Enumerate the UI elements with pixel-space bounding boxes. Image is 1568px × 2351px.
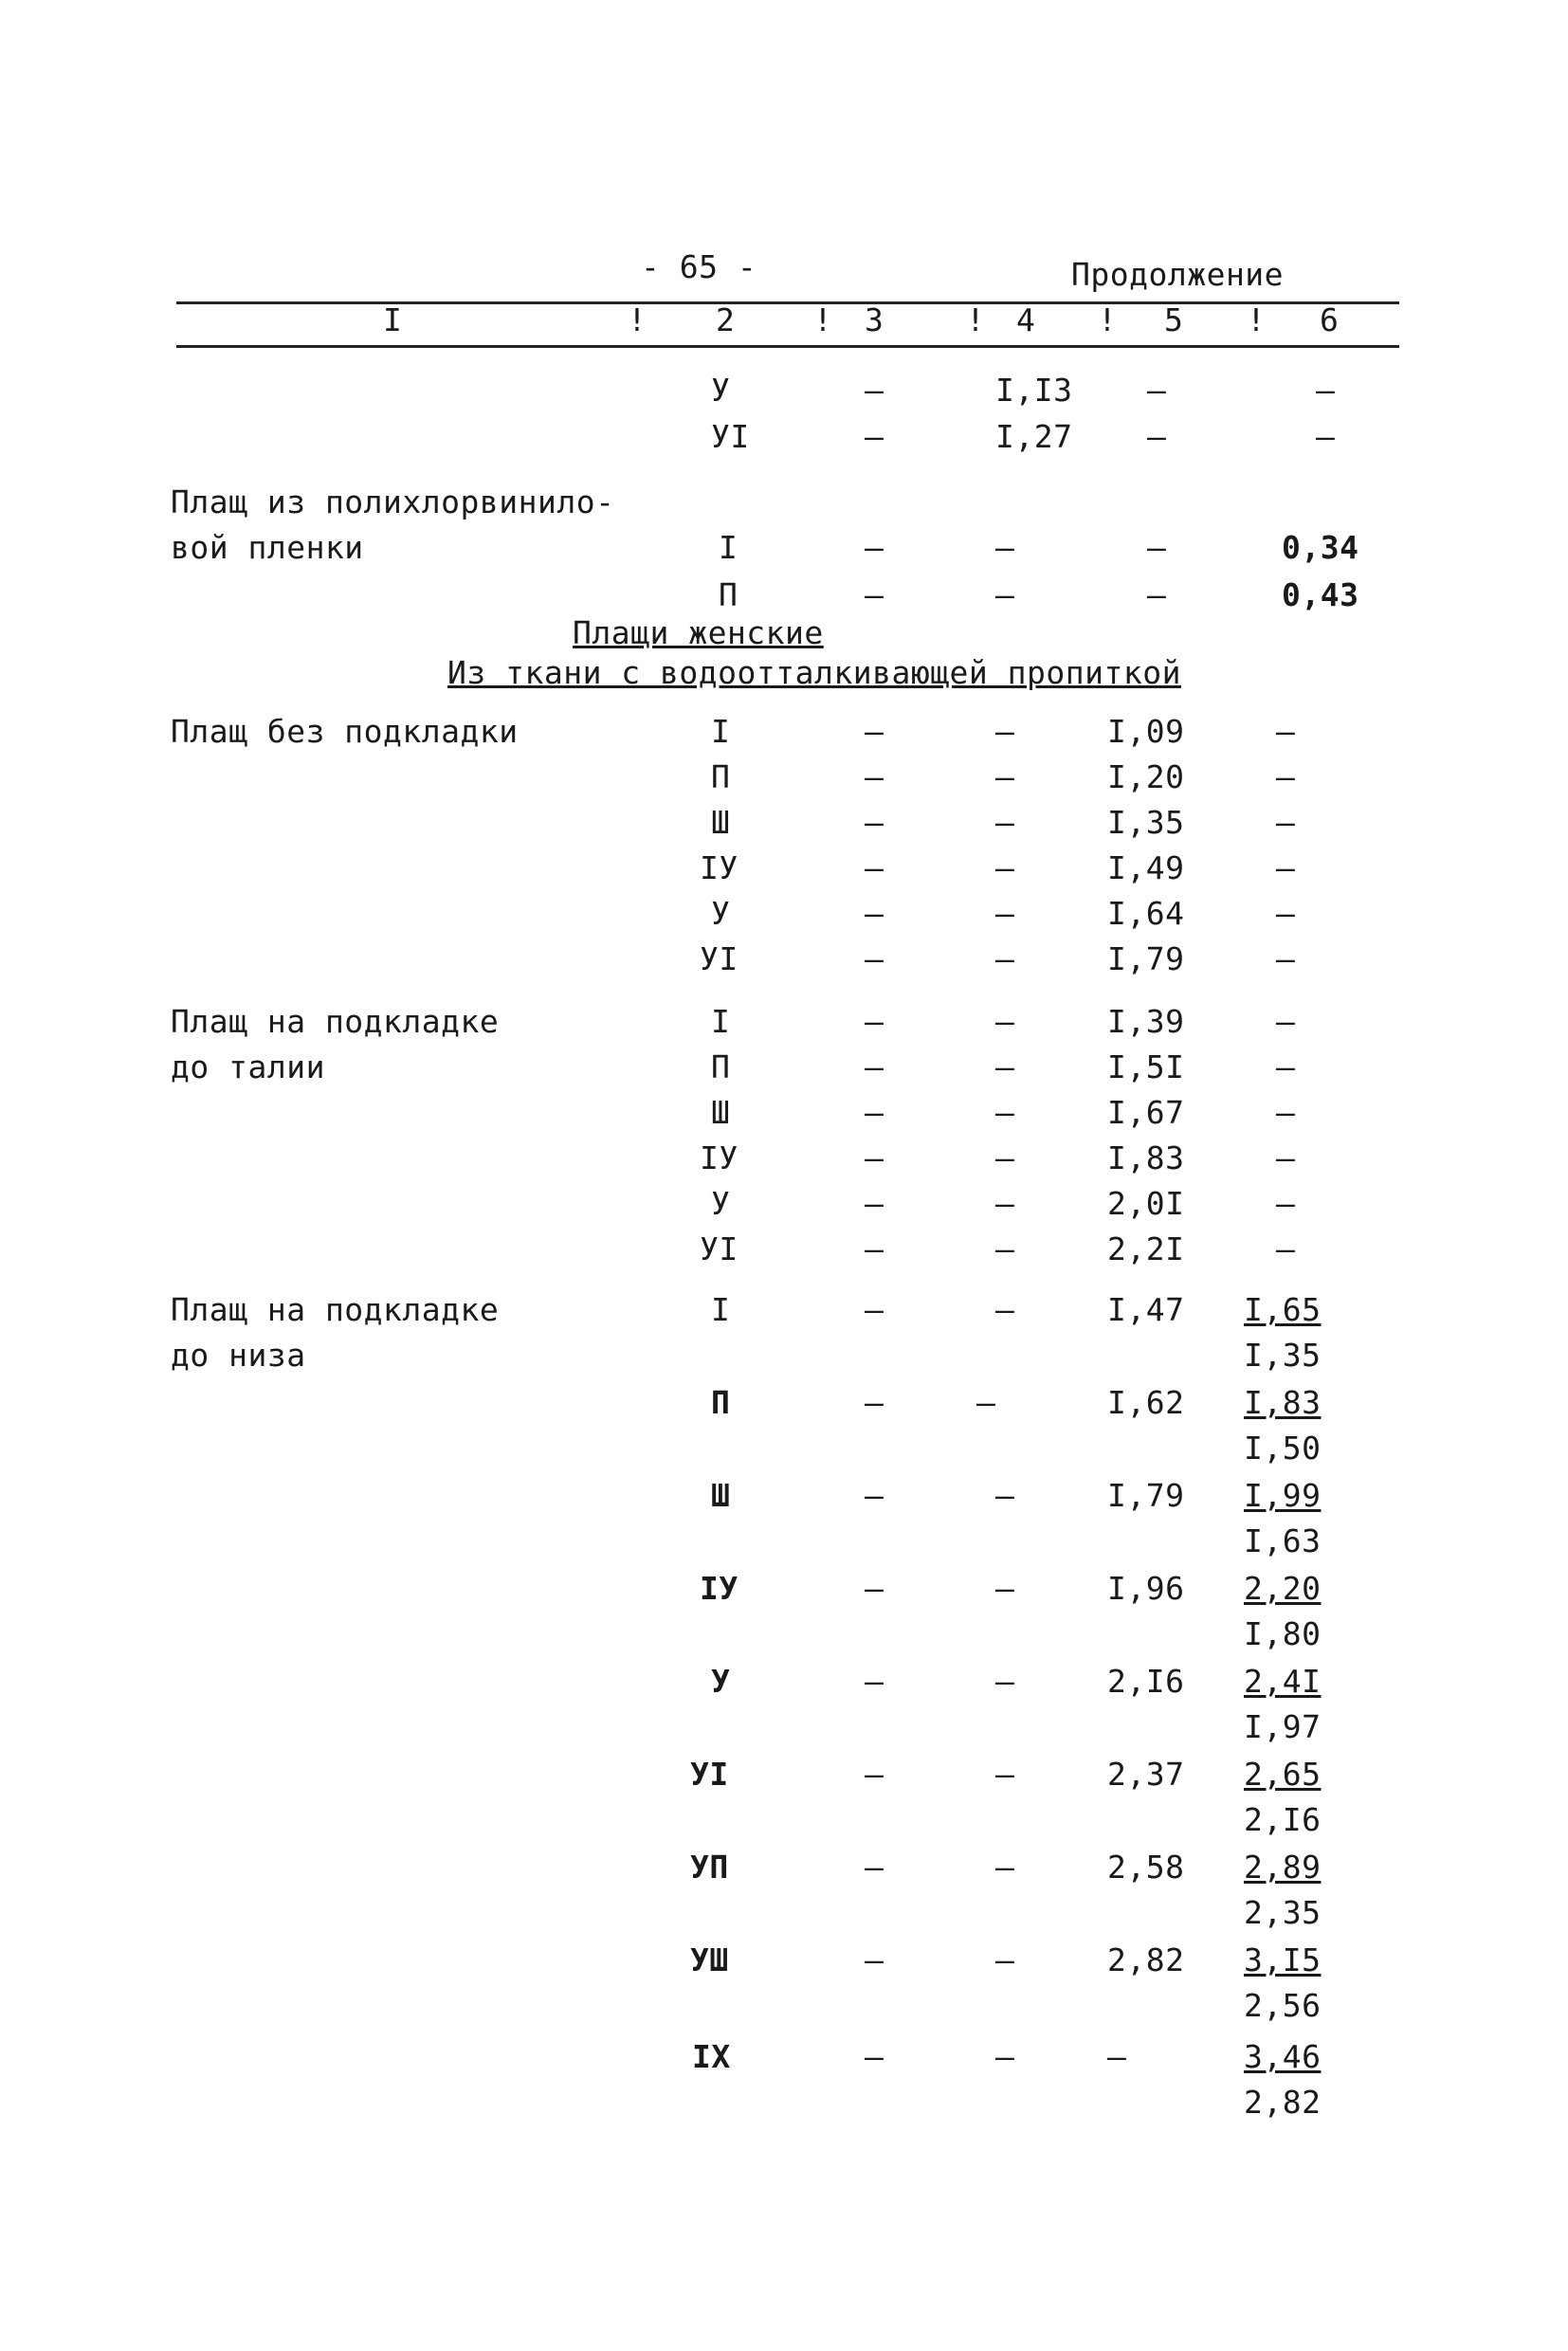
col4-cell: – <box>995 758 1015 795</box>
col3-cell: – <box>865 895 884 932</box>
col6-value-bottom: I,50 <box>1244 1430 1322 1467</box>
col6-cell: – <box>1276 713 1296 750</box>
col6-cell: – <box>1276 1230 1296 1267</box>
col3-cell: – <box>865 418 884 455</box>
item-label: до талии <box>171 1048 325 1085</box>
col6-value-top: I,65 <box>1244 1291 1322 1328</box>
col5-cell: – <box>1147 418 1167 455</box>
header-sep: ! <box>628 301 647 338</box>
size-cell: УП <box>690 1849 729 1886</box>
col3-cell: – <box>865 576 884 613</box>
col6-value-bottom: I,97 <box>1244 1708 1322 1745</box>
col3-cell: – <box>865 1139 884 1176</box>
col6-value-top: 3,I5 <box>1244 1941 1322 1978</box>
col4-cell: I,I3 <box>995 372 1073 409</box>
header-col-1: I <box>383 301 403 338</box>
header-col-2: 2 <box>716 301 736 338</box>
col6-value-bottom: I,35 <box>1244 1337 1322 1374</box>
item-label: до низа <box>171 1337 306 1374</box>
continuation-label: Продолжение <box>1071 256 1285 293</box>
size-cell: У <box>711 372 731 409</box>
col6-cell: – <box>1276 1048 1296 1085</box>
section-subtitle: Из ткани с водоотталкивающей пропиткой <box>447 654 1181 691</box>
section-title: Плащи женские <box>573 614 824 651</box>
col6-cell: – <box>1276 1139 1296 1176</box>
col3-cell: – <box>865 2038 884 2075</box>
col5-cell: I,64 <box>1107 895 1185 932</box>
col4-cell: – <box>995 2038 1015 2075</box>
col5-cell: I,49 <box>1107 849 1185 886</box>
col4-cell: – <box>995 940 1015 977</box>
col4-cell: – <box>995 1185 1015 1222</box>
size-cell: Ш <box>711 1094 731 1131</box>
col6-cell: – <box>1276 940 1296 977</box>
col3-cell: – <box>865 1291 884 1328</box>
size-cell: УШ <box>690 1941 729 1978</box>
col5-cell: I,79 <box>1107 1477 1185 1514</box>
col4-cell: – <box>995 849 1015 886</box>
col5-cell: I,20 <box>1107 758 1185 795</box>
size-cell: I <box>711 1003 731 1040</box>
col6-cell: – <box>1316 372 1336 409</box>
col4-cell: – <box>995 1477 1015 1514</box>
col5-cell: 2,I6 <box>1107 1663 1185 1700</box>
page-number: - 65 - <box>641 248 757 285</box>
col5-cell: I,47 <box>1107 1291 1185 1328</box>
col4-cell: – <box>995 895 1015 932</box>
col4-cell: – <box>995 804 1015 841</box>
header-sep: ! <box>813 301 833 338</box>
col5-cell: – <box>1147 576 1167 613</box>
size-cell: УI <box>690 1756 729 1793</box>
size-cell: У <box>711 1663 731 1700</box>
col5-cell: 2,0I <box>1107 1185 1185 1222</box>
size-cell: IУ <box>700 849 738 886</box>
header-top-rule <box>176 301 1399 304</box>
col4-cell: – <box>995 713 1015 750</box>
size-cell: IX <box>692 2038 731 2075</box>
col5-cell: I,62 <box>1107 1384 1185 1421</box>
size-cell: У <box>711 1185 731 1222</box>
item-label: Плащ на подкладке <box>171 1003 500 1040</box>
col4-cell: – <box>995 1849 1015 1886</box>
col3-cell: – <box>865 713 884 750</box>
col3-cell: – <box>865 849 884 886</box>
col3-cell: – <box>865 372 884 409</box>
size-cell: УI <box>700 940 738 977</box>
col6-cell: – <box>1276 804 1296 841</box>
col5-cell: – <box>1147 372 1167 409</box>
col3-cell: – <box>865 529 884 566</box>
col6-value-bottom: 2,56 <box>1244 1987 1322 2024</box>
size-cell: Ш <box>711 1477 731 1514</box>
size-cell: П <box>711 758 731 795</box>
col4-cell: – <box>995 576 1015 613</box>
size-cell: П <box>711 1384 731 1421</box>
col4-cell: – <box>995 1291 1015 1328</box>
col6-value-bottom: I,80 <box>1244 1615 1322 1652</box>
col6-cell: – <box>1276 1185 1296 1222</box>
header-sep: ! <box>1098 301 1118 338</box>
col5-cell: I,96 <box>1107 1570 1185 1607</box>
col6-cell: – <box>1276 1094 1296 1131</box>
col3-cell: – <box>865 758 884 795</box>
item-label: Плащ из полихлорвинило- <box>171 483 615 520</box>
col3-cell: – <box>865 1185 884 1222</box>
col5-cell: 2,2I <box>1107 1230 1185 1267</box>
size-cell: I <box>711 1291 731 1328</box>
col3-cell: – <box>865 1230 884 1267</box>
col6-value-bottom: 2,I6 <box>1244 1801 1322 1838</box>
col3-cell: – <box>865 1941 884 1978</box>
header-col-4: 4 <box>1016 301 1036 338</box>
size-cell: УI <box>711 418 750 455</box>
col6-value-bottom: 2,35 <box>1244 1894 1322 1931</box>
col4-cell: – <box>995 1003 1015 1040</box>
col3-cell: – <box>865 1849 884 1886</box>
col5-cell: I,79 <box>1107 940 1185 977</box>
size-cell: УI <box>700 1230 738 1267</box>
col4-cell: – <box>995 1663 1015 1700</box>
col4-cell: — <box>976 1384 996 1421</box>
col4-cell: – <box>995 1048 1015 1085</box>
col3-cell: – <box>865 1048 884 1085</box>
col6-cell: 0,43 <box>1282 576 1359 613</box>
item-label: вой пленки <box>171 529 364 566</box>
col6-cell: – <box>1276 849 1296 886</box>
col6-cell: – <box>1316 418 1336 455</box>
col3-cell: – <box>865 804 884 841</box>
col4-cell: – <box>995 1756 1015 1793</box>
col6-cell: – <box>1276 758 1296 795</box>
item-label: Плащ без подкладки <box>171 713 519 750</box>
col4-cell: – <box>995 1139 1015 1176</box>
col6-cell: 0,34 <box>1282 529 1359 566</box>
size-cell: I <box>719 529 738 566</box>
size-cell: I <box>711 713 731 750</box>
col5-cell: – <box>1107 2038 1127 2075</box>
size-cell: П <box>719 576 738 613</box>
col3-cell: – <box>865 1756 884 1793</box>
col3-cell: – <box>865 1477 884 1514</box>
size-cell: У <box>711 895 731 932</box>
col6-cell: – <box>1276 1003 1296 1040</box>
size-cell: Ш <box>711 804 731 841</box>
col5-cell: I,35 <box>1107 804 1185 841</box>
col5-cell: I,67 <box>1107 1094 1185 1131</box>
col6-cell: – <box>1276 895 1296 932</box>
col5-cell: 2,82 <box>1107 1941 1185 1978</box>
size-cell: IУ <box>700 1139 738 1176</box>
col4-cell: – <box>995 1230 1015 1267</box>
col4-cell: – <box>995 1094 1015 1131</box>
header-sep: ! <box>966 301 986 338</box>
col4-cell: – <box>995 1570 1015 1607</box>
col3-cell: – <box>865 940 884 977</box>
col3-cell: – <box>865 1384 884 1421</box>
col6-value-top: I,99 <box>1244 1477 1322 1514</box>
header-col-5: 5 <box>1164 301 1184 338</box>
col3-cell: – <box>865 1003 884 1040</box>
col5-cell: 2,58 <box>1107 1849 1185 1886</box>
col4-cell: – <box>995 529 1015 566</box>
col6-value-top: 3,46 <box>1244 2038 1322 2075</box>
col5-cell: I,09 <box>1107 713 1185 750</box>
header-sep: ! <box>1247 301 1267 338</box>
col5-cell: I,39 <box>1107 1003 1185 1040</box>
col6-value-top: 2,89 <box>1244 1849 1322 1886</box>
col4-cell: – <box>995 1941 1015 1978</box>
size-cell: П <box>711 1048 731 1085</box>
col5-cell: 2,37 <box>1107 1756 1185 1793</box>
item-label: Плащ на подкладке <box>171 1291 500 1328</box>
col5-cell: – <box>1147 529 1167 566</box>
col6-value-top: 2,65 <box>1244 1756 1322 1793</box>
col3-cell: – <box>865 1570 884 1607</box>
header-col-3: 3 <box>865 301 884 338</box>
col6-value-bottom: I,63 <box>1244 1522 1322 1559</box>
col6-value-bottom: 2,82 <box>1244 2084 1322 2121</box>
col6-value-top: I,83 <box>1244 1384 1322 1421</box>
col4-cell: I,27 <box>995 418 1073 455</box>
col6-value-top: 2,4I <box>1244 1663 1322 1700</box>
col3-cell: – <box>865 1094 884 1131</box>
header-col-6: 6 <box>1320 301 1340 338</box>
col6-value-top: 2,20 <box>1244 1570 1322 1607</box>
col5-cell: I,5I <box>1107 1048 1185 1085</box>
col3-cell: – <box>865 1663 884 1700</box>
header-bottom-rule <box>176 345 1399 348</box>
col5-cell: I,83 <box>1107 1139 1185 1176</box>
size-cell: IУ <box>700 1570 738 1607</box>
